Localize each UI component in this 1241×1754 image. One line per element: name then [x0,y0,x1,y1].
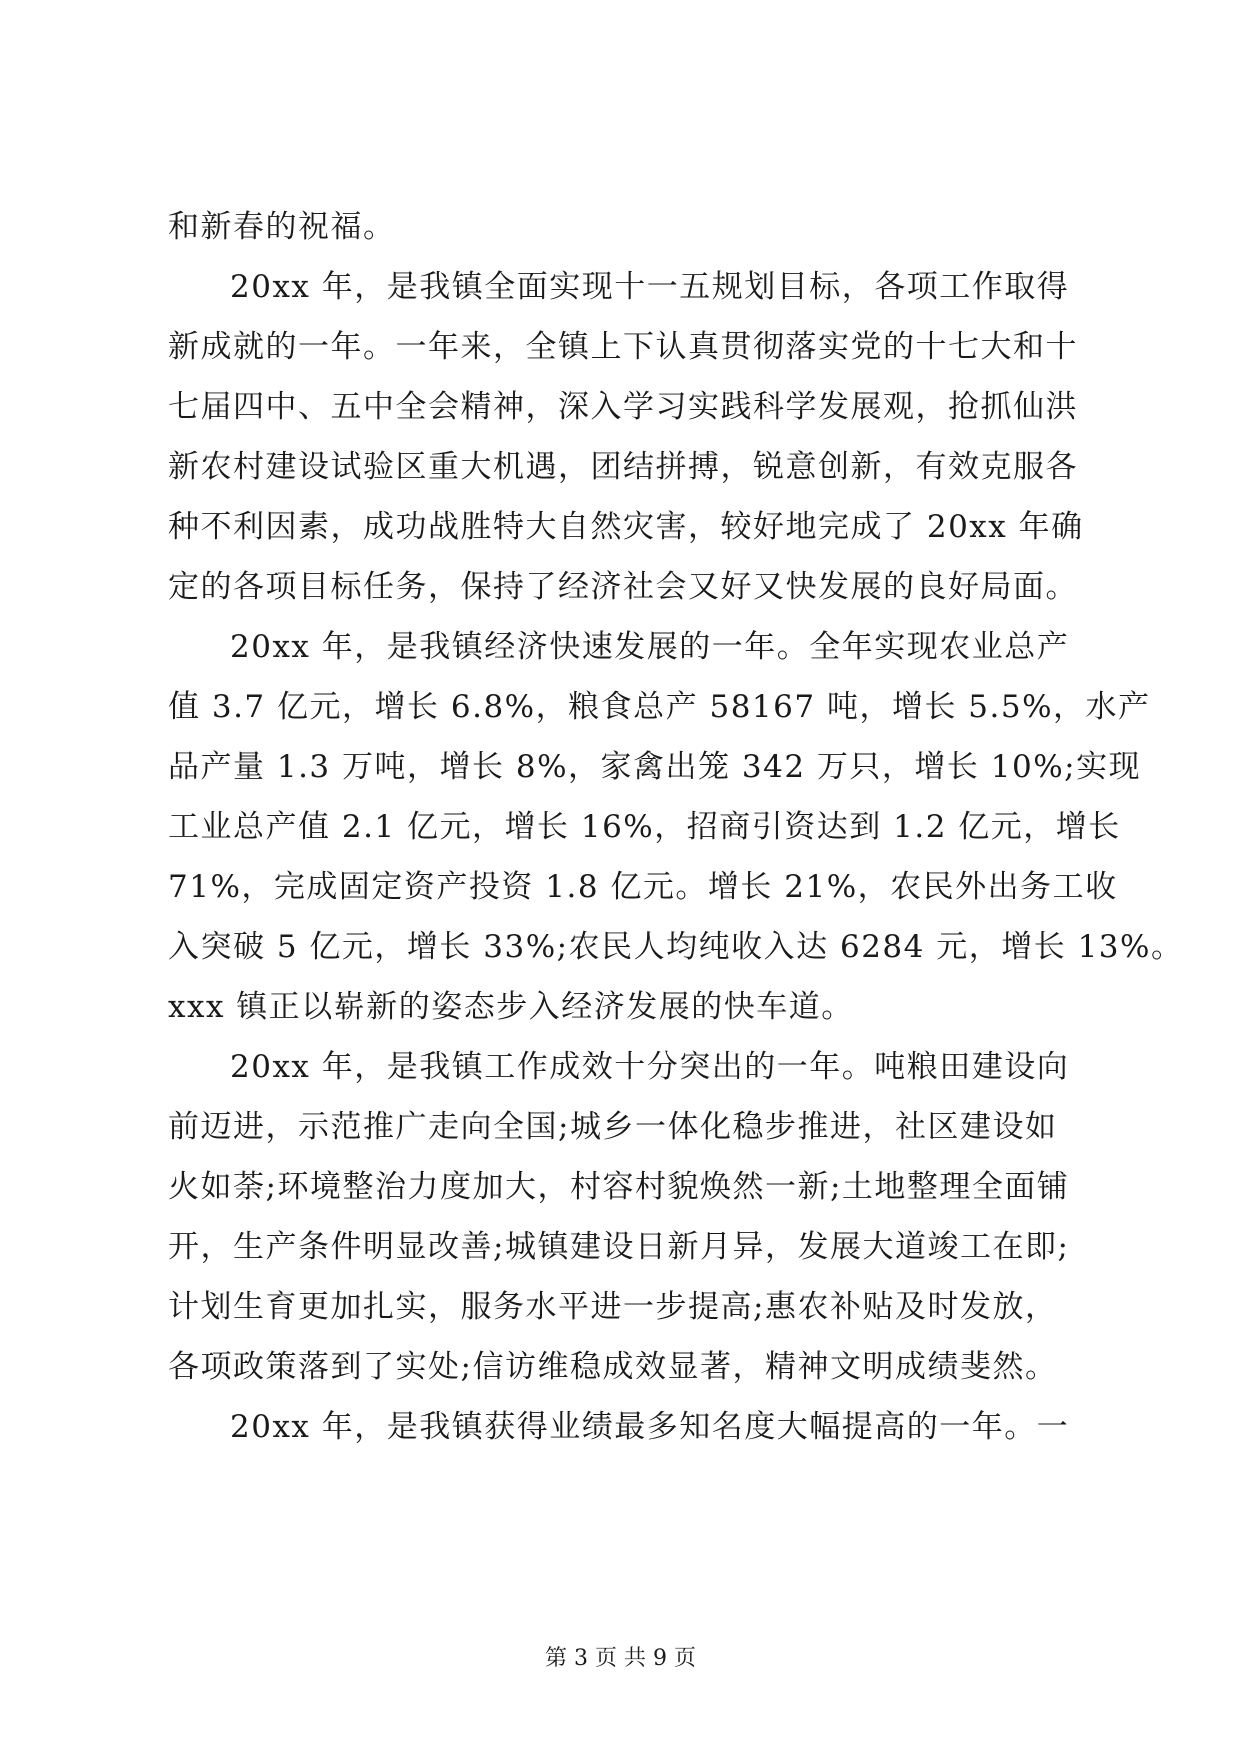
text-line: 71%，完成固定资产投资 1.8 亿元。增长 21%，农民外出务工收 [168,869,1118,905]
text-line: 种不利因素，成功战胜特大自然灾害，较好地完成了 20xx 年确 [168,509,1084,545]
text-line: 火如荼;环境整治力度加大，村容村貌焕然一新;土地整理全面铺 [168,1169,1070,1205]
text-line: 工业总产值 2.1 亿元，增长 16%，招商引资达到 1.2 亿元，增长 [168,809,1121,845]
page-number-footer: 第 3 页 共 9 页 [545,1646,696,1671]
text-line: 值 3.7 亿元，增长 6.8%，粮食总产 58167 吨，增长 5.5%，水产 [168,689,1151,725]
text-line: 20xx 年，是我镇全面实现十一五规划目标，各项工作取得 [230,269,1070,305]
text-line: 七届四中、五中全会精神，深入学习实践科学发展观，抢抓仙洪 [168,389,1078,425]
text-line: 前迈进，示范推广走向全国;城乡一体化稳步推进，社区建设如 [168,1109,1058,1145]
text-line: 品产量 1.3 万吨，增长 8%，家禽出笼 342 万只，增长 10%;实现 [168,749,1142,785]
text-line: 20xx 年，是我镇经济快速发展的一年。全年实现农业总产 [230,629,1070,665]
document-body [168,197,1184,1457]
text-line: xxx 镇正以崭新的姿态步入经济发展的快车道。 [168,989,854,1025]
text-line: 定的各项目标任务，保持了经济社会又好又快发展的良好局面。 [168,569,1078,605]
text-line: 入突破 5 亿元，增长 33%;农民人均纯收入达 6284 元，增长 13%。 [168,929,1184,965]
text-line: 新成就的一年。一年来，全镇上下认真贯彻落实党的十七大和十 [168,329,1078,365]
text-line: 新农村建设试验区重大机遇，团结拼搏，锐意创新，有效克服各 [168,449,1078,485]
text-line: 20xx 年，是我镇获得业绩最多知名度大幅提高的一年。一 [230,1409,1070,1445]
text-line: 20xx 年，是我镇工作成效十分突出的一年。吨粮田建设向 [230,1049,1070,1085]
text-line: 各项政策落到了实处;信访维稳成效显著，精神文明成绩斐然。 [168,1349,1058,1385]
text-line: 和新春的祝福。 [168,209,396,245]
text-line: 开，生产条件明显改善;城镇建设日新月异，发展大道竣工在即; [168,1229,1070,1265]
text-line: 计划生育更加扎实，服务水平进一步提高;惠农补贴及时发放， [168,1289,1058,1325]
